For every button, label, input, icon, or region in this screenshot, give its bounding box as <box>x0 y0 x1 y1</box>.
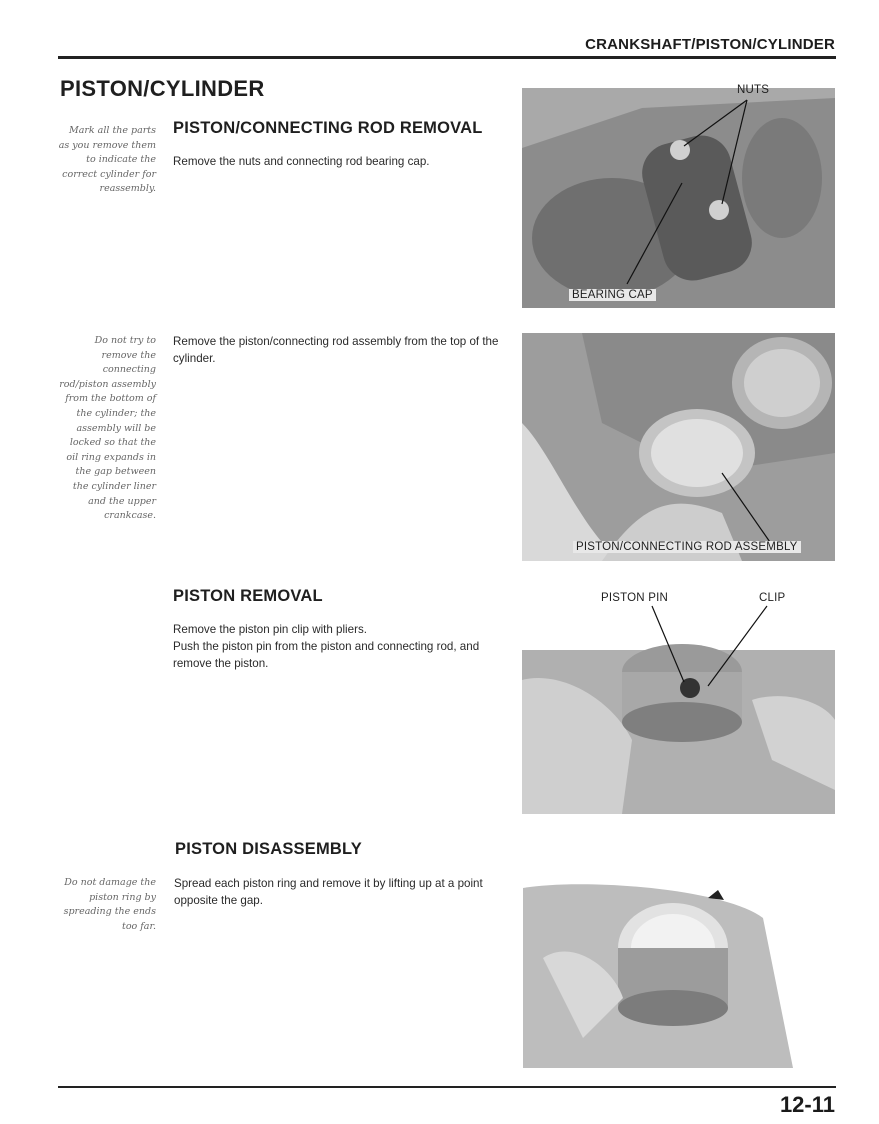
header-rule <box>58 56 836 59</box>
body-text-remove-assembly: Remove the piston/connecting rod assembly from the top of the cylinder. <box>173 335 499 365</box>
label-piston-rod-assembly: PISTON/CONNECTING ROD ASSEMBLY <box>573 541 801 553</box>
body-text-remove-clip: Remove the piston pin clip with pliers. <box>173 623 367 636</box>
photo-piston-pin <box>522 590 835 814</box>
body-text-remove-nuts: Remove the nuts and connecting rod bearing cap. <box>173 155 430 168</box>
body-text-push-pin: Push the piston pin from the piston and connecting rod, and remove the piston. <box>173 640 480 670</box>
footer-rule <box>58 1086 836 1088</box>
label-piston-pin: PISTON PIN <box>601 592 668 604</box>
label-nuts: NUTS <box>737 84 770 96</box>
photo-piston-ring <box>523 878 813 1068</box>
body-text-spread-ring: Spread each piston ring and remove it by lifting up at a point opposite the gap. <box>174 877 483 907</box>
photo-piston-assembly <box>522 333 835 561</box>
chapter-header: CRANKSHAFT/PISTON/CYLINDER <box>585 36 835 53</box>
label-bearing-cap: BEARING CAP <box>569 289 656 301</box>
side-note-mark-parts: Mark all the parts as you remove them to indicate the correct cylinder for reassembly. <box>58 125 156 195</box>
photo-bearing-cap <box>522 88 835 308</box>
side-note-do-not-damage: Do not damage the piston ring by spreading the ends too far. <box>63 877 156 932</box>
section-title-piston-rod-removal: PISTON/CONNECTING ROD REMOVAL <box>173 119 483 137</box>
page-number: 12-11 <box>779 1092 835 1117</box>
side-note-do-not-remove: Do not try to remove the connecting rod/piston assembly from the bottom of the cylinder; the assembly will be locked so that the oil ring expands in the gap between the cylinder liner and the upper crankcase. <box>59 335 156 522</box>
section-title-piston-removal: PISTON REMOVAL <box>173 587 323 605</box>
section-title-piston-disassembly: PISTON DISASSEMBLY <box>175 840 362 858</box>
label-clip: CLIP <box>759 592 786 604</box>
page-title: PISTON/CYLINDER <box>60 76 265 101</box>
